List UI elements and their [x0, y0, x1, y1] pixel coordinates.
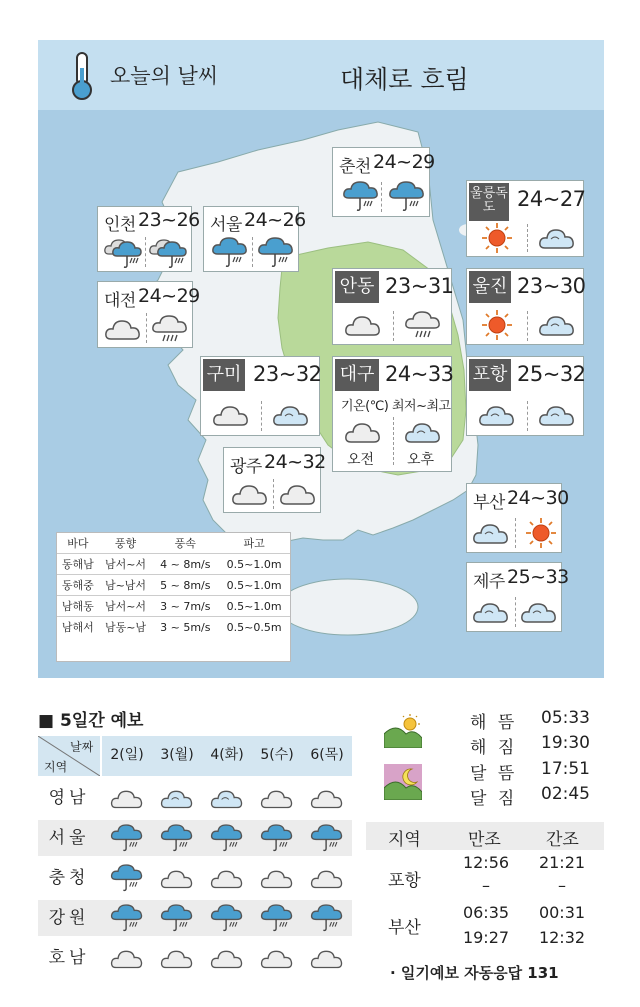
rain-icon	[309, 903, 345, 934]
rain-icon	[109, 903, 145, 934]
legend-note: 기온(℃) 최저~최고	[341, 399, 451, 414]
partly-cloudy-icon	[159, 783, 195, 814]
footer-note: · 일기예보 자동응답 131	[390, 964, 559, 982]
city-tag: 포항	[469, 359, 511, 391]
rain-icon	[109, 863, 145, 894]
partly-cloudy-icon	[271, 398, 311, 432]
city-box-daejeon	[97, 281, 200, 348]
tide-high2: –	[482, 876, 490, 895]
sea-cell: 3 ~ 5m/s	[152, 617, 218, 638]
thermometer-icon	[68, 50, 96, 102]
cloud-icon	[109, 783, 145, 814]
city-box-gwangju	[223, 447, 326, 513]
day-label: 2(일)	[110, 747, 144, 763]
tide-low1: 21:21	[538, 853, 586, 872]
sea-cell: 동해중	[57, 575, 99, 596]
tide-high2: 19:27	[462, 928, 510, 947]
sea-conditions-table	[56, 532, 291, 662]
forecast-day-header	[102, 736, 352, 776]
city-temp: 23~32	[253, 362, 322, 386]
sea-cell: 0.5~1.0m	[218, 575, 290, 596]
moonset-label: 달 짐	[470, 789, 518, 809]
cloud-icon	[230, 477, 270, 511]
cloud-icon	[343, 415, 383, 449]
tide-high1: 06:35	[462, 903, 510, 922]
city-temp: 24~27	[517, 187, 586, 211]
rain-icon	[210, 236, 250, 270]
rain-icon	[109, 823, 145, 854]
rain-icon	[209, 903, 245, 934]
sea-cell: 0.5~1.0m	[218, 554, 290, 575]
forecast-row	[38, 900, 352, 936]
forecast-corner	[38, 736, 100, 776]
forecast-region: 강원	[48, 908, 90, 928]
tide-low1: 00:31	[538, 903, 586, 922]
sea-row	[57, 575, 290, 596]
legend-pm: 오후	[407, 452, 435, 468]
cloud-icon	[209, 943, 245, 974]
rain-icon	[256, 236, 296, 270]
partly-cloudy-icon	[519, 595, 559, 629]
tide-header-low: 간조	[546, 830, 579, 850]
city-name: 제주	[473, 572, 505, 592]
forecast-region: 영남	[48, 788, 90, 808]
tide-region-pohang: 포항	[388, 871, 421, 891]
city-tag: 울진	[469, 271, 511, 303]
corner-top-label: 날짜	[70, 740, 94, 754]
sun-icon	[477, 308, 517, 342]
cloud-icon	[309, 863, 345, 894]
city-box-uljin	[466, 268, 584, 345]
forecast-row	[38, 940, 352, 976]
rain-cloud-icon	[148, 236, 188, 270]
rain-icon	[259, 903, 295, 934]
sea-cell: 0.5~0.5m	[218, 617, 290, 638]
divider	[515, 597, 516, 627]
divider	[381, 182, 382, 212]
city-temp: 25~32	[517, 362, 586, 386]
forecast-row	[38, 860, 352, 896]
city-box-chuncheon	[332, 147, 435, 217]
city-name: 인천	[104, 215, 136, 235]
divider	[393, 311, 394, 341]
sea-header: 바다	[67, 537, 89, 550]
sea-cell: 5 ~ 8m/s	[152, 575, 218, 596]
city-temp: 24~33	[385, 362, 454, 386]
cloud-icon	[309, 943, 345, 974]
sea-header: 풍속	[174, 537, 196, 550]
rain-icon	[387, 180, 427, 214]
shower-icon	[150, 312, 190, 346]
partly-cloudy-icon	[537, 398, 577, 432]
city-temp: 23~26	[138, 209, 200, 231]
forecast-table	[38, 736, 352, 978]
forecast-row	[38, 780, 352, 816]
city-tag: 안동	[335, 271, 379, 303]
city-tag: 구미	[203, 359, 245, 391]
divider	[527, 401, 528, 431]
sea-cell: 3 ~ 7m/s	[152, 596, 218, 617]
city-name: 광주	[230, 457, 262, 477]
sea-header: 파고	[243, 537, 265, 550]
city-temp: 25~33	[507, 566, 569, 588]
tide-high1: 12:56	[462, 853, 510, 872]
city-box-andong	[332, 268, 452, 345]
sea-row	[57, 596, 290, 617]
city-temp: 23~31	[385, 274, 454, 298]
sun-icon	[477, 221, 517, 255]
forecast-region: 충청	[48, 868, 90, 888]
cloud-icon	[343, 308, 383, 342]
city-temp: 24~32	[264, 451, 326, 473]
rain-icon	[159, 903, 195, 934]
tide-low2: 12:32	[538, 928, 586, 947]
partly-cloudy-icon	[403, 415, 443, 449]
city-box-daegu	[332, 356, 452, 472]
cloud-icon	[159, 943, 195, 974]
corner-bottom-label: 지역	[44, 760, 68, 774]
sea-header: 풍향	[114, 537, 137, 550]
sea-cell: 0.5~1.0m	[218, 596, 290, 617]
cloud-icon	[259, 783, 295, 814]
moonset-time: 02:45	[541, 784, 590, 804]
cloud-icon	[211, 398, 251, 432]
sea-row	[57, 617, 290, 638]
moonrise-time: 17:51	[541, 759, 590, 779]
divider	[393, 417, 394, 465]
divider	[273, 479, 274, 509]
legend-am: 오전	[347, 452, 375, 468]
city-temp: 24~29	[138, 285, 200, 307]
divider	[145, 237, 146, 267]
cloud-icon	[209, 863, 245, 894]
partly-cloudy-icon	[209, 783, 245, 814]
sea-cell: 4 ~ 8m/s	[152, 554, 218, 575]
city-temp: 24~26	[244, 209, 306, 231]
cloud-icon	[259, 943, 295, 974]
header-title: 오늘의 날씨	[110, 64, 219, 88]
forecast-region: 호남	[48, 948, 90, 968]
city-temp: 23~30	[517, 274, 586, 298]
city-tag: 대구	[335, 359, 379, 391]
rain-icon	[309, 823, 345, 854]
header-summary: 대체로 흐림	[340, 65, 469, 94]
city-tag: 울릉독도	[469, 183, 509, 221]
rain-icon	[159, 823, 195, 854]
rain-icon	[209, 823, 245, 854]
partly-cloudy-icon	[471, 595, 511, 629]
city-box-pohang	[466, 356, 584, 436]
sea-cell: 남동~남	[99, 617, 153, 638]
city-box-jeju	[466, 562, 569, 632]
rain-icon	[341, 180, 381, 214]
cloud-icon	[278, 477, 318, 511]
cloud-icon	[309, 783, 345, 814]
moonrise-label: 달 뜸	[470, 764, 518, 784]
city-box-busan	[466, 483, 569, 553]
partly-cloudy-icon	[537, 308, 577, 342]
cloud-icon	[103, 312, 143, 346]
rain-cloud-icon	[103, 236, 143, 270]
day-label: 5(수)	[260, 747, 294, 763]
city-temp: 24~30	[507, 487, 569, 509]
tide-region-busan: 부산	[388, 918, 421, 938]
tide-header-high: 만조	[468, 830, 501, 850]
city-box-seoul	[203, 206, 306, 272]
city-name: 춘천	[339, 157, 371, 177]
sunset-time: 19:30	[541, 733, 590, 753]
rain-icon	[259, 823, 295, 854]
sunrise-time: 05:33	[541, 708, 590, 728]
shower-icon	[403, 308, 443, 342]
partly-cloudy-icon	[537, 221, 577, 255]
divider	[252, 237, 253, 267]
moon-icon	[384, 764, 422, 800]
day-label: 4(화)	[210, 747, 244, 763]
sunset-label: 해 짐	[470, 738, 518, 758]
city-temp: 24~29	[373, 151, 435, 173]
sea-cell: 남서~서	[99, 554, 153, 575]
city-box-ulleung	[466, 180, 584, 257]
sea-cell: 남~남서	[99, 575, 153, 596]
divider	[527, 311, 528, 341]
forecast-row	[38, 820, 352, 856]
city-name: 대전	[104, 291, 136, 311]
divider	[261, 401, 262, 431]
city-box-gumi	[200, 356, 320, 436]
divider	[146, 313, 147, 343]
cloud-icon	[109, 943, 145, 974]
tide-low2: –	[558, 876, 566, 895]
day-label: 6(목)	[310, 747, 344, 763]
sunrise-label: 해 뜸	[470, 713, 518, 733]
divider	[515, 518, 516, 548]
tide-header-region: 지역	[388, 830, 421, 850]
sea-row	[57, 554, 290, 575]
sea-cell: 남해동	[57, 596, 99, 617]
partly-cloudy-icon	[471, 516, 511, 550]
day-label: 3(월)	[160, 747, 194, 763]
forecast-title: ■ 5일간 예보	[38, 711, 144, 731]
sunrise-icon	[384, 712, 422, 748]
sea-cell: 남서~서	[99, 596, 153, 617]
divider	[527, 224, 528, 252]
sun-icon	[521, 516, 561, 550]
partly-cloudy-icon	[477, 398, 517, 432]
sea-cell: 동해남	[57, 554, 99, 575]
cloud-icon	[159, 863, 195, 894]
sea-cell: 남해서	[57, 617, 99, 638]
cloud-icon	[259, 863, 295, 894]
city-name: 부산	[473, 493, 505, 513]
forecast-region: 서울	[48, 828, 90, 848]
city-name: 서울	[210, 215, 242, 235]
city-box-incheon	[97, 206, 200, 272]
